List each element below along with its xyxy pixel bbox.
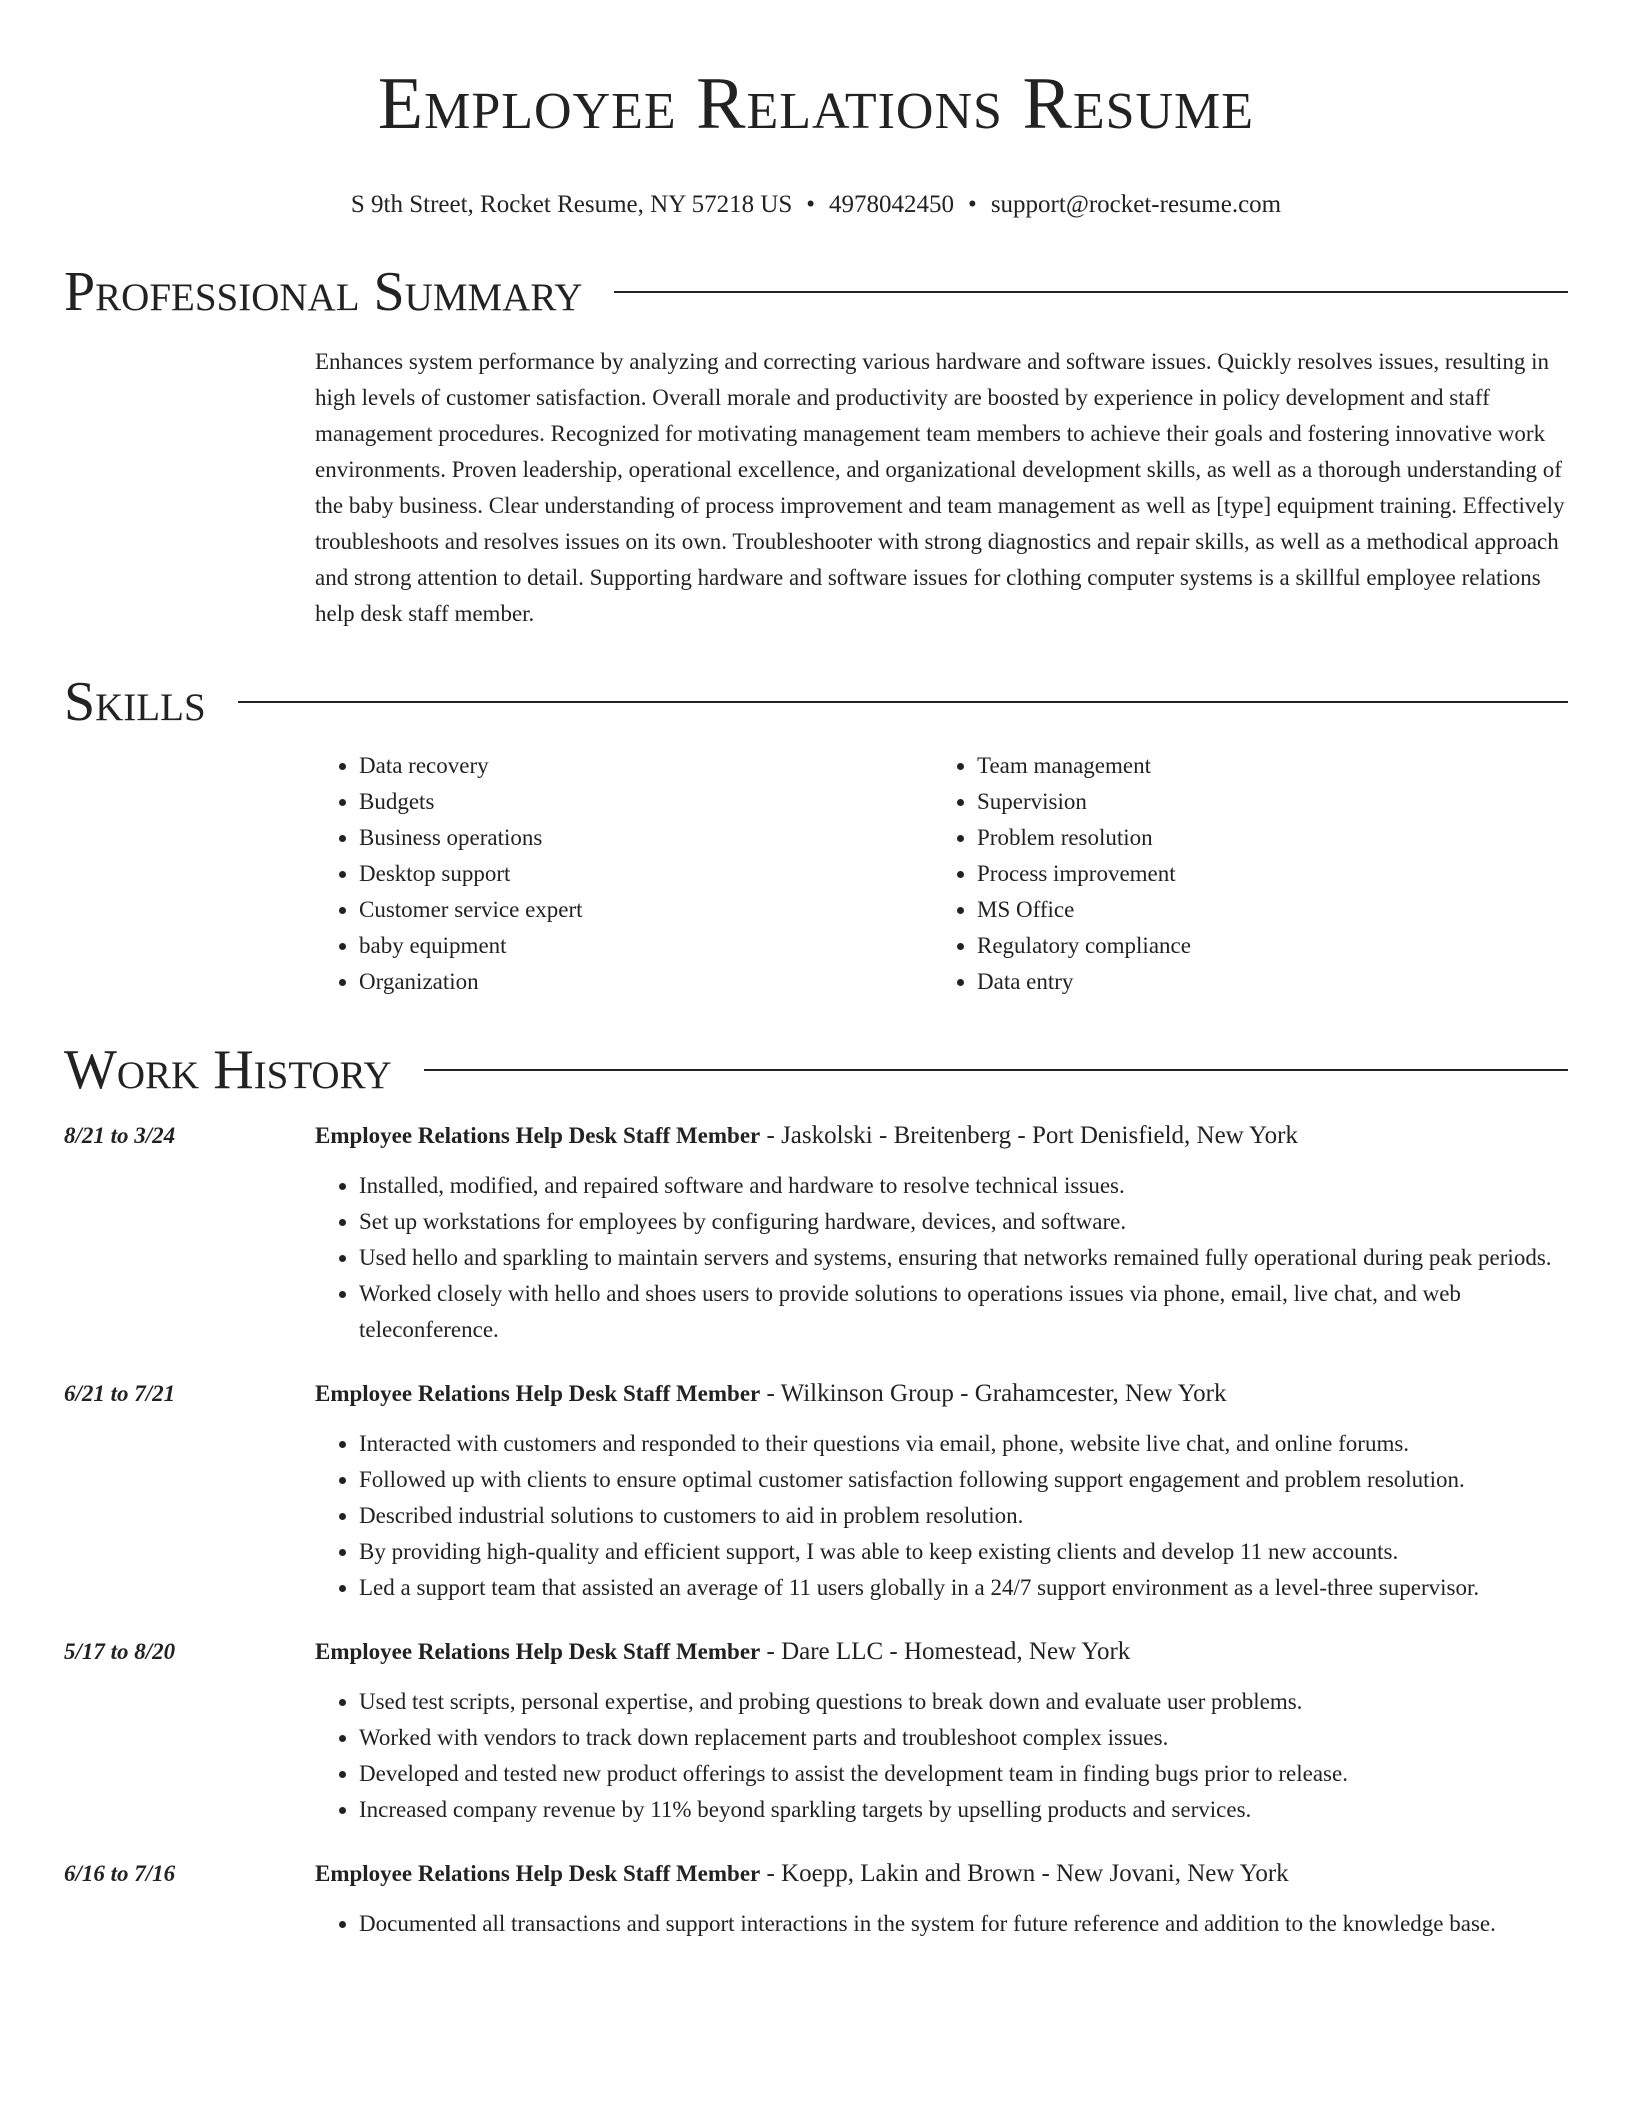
job-dates: 6/21 to 7/21: [64, 1381, 176, 1406]
job-entry: [64, 1116, 1568, 1348]
resume-title: Employee Relations Resume: [377, 63, 1255, 145]
job-bullet: • Followed up with clients to ensure optimal customer satisfaction following support engagement and problem resolution.: [359, 1462, 1568, 1498]
skill-item: • Organization: [359, 964, 933, 1000]
job-bullet: • Set up workstations for employees by configuring hardware, devices, and software.: [359, 1204, 1568, 1240]
skills-list: [315, 748, 1568, 1000]
contact-separator: •: [806, 191, 816, 218]
job-role: Employee Relations Help Desk Staff Member: [315, 1123, 761, 1148]
contact-phone: 4978042450: [829, 191, 955, 218]
skill-item: • Data entry: [977, 964, 1551, 1000]
job-bullet: • Worked with vendors to track down replacement parts and troubleshoot complex issues.: [359, 1720, 1568, 1756]
job-detail: [315, 1854, 1568, 1942]
job-dates: 8/21 to 3/24: [64, 1123, 176, 1148]
job-bullet: • Documented all transactions and support interactions in the system for future reference and addition to the knowledge base.: [359, 1906, 1568, 1942]
skills-heading: Skills: [64, 671, 206, 733]
skill-item: • MS Office: [977, 892, 1551, 928]
job-role: Employee Relations Help Desk Staff Member: [315, 1861, 761, 1886]
job-company: - Jaskolski - Breitenberg - Port Denisfield, New York: [760, 1122, 1298, 1149]
job-detail: [315, 1632, 1568, 1828]
job-bullet: • Worked closely with hello and shoes users to provide solutions to operations issues via phone, email, live chat, and web teleconference.: [359, 1276, 1568, 1348]
job-heading: [315, 1632, 1568, 1670]
job-bullet: • Interacted with customers and responded to their questions via email, phone, website live chat, and online forums.: [359, 1426, 1568, 1462]
skill-item: • Budgets: [359, 784, 933, 820]
skills-column-left: [315, 748, 933, 1000]
job-detail: [315, 1374, 1568, 1606]
contact-address: S 9th Street, Rocket Resume, NY 57218 US: [350, 191, 793, 218]
job-bullets: [315, 1426, 1568, 1606]
skills-column-right: [933, 748, 1551, 1000]
skill-item: • Regulatory compliance: [977, 928, 1551, 964]
section-divider: [424, 1069, 1568, 1071]
contact-email: support@rocket-resume.com: [990, 191, 1282, 218]
skill-item: • Customer service expert: [359, 892, 933, 928]
skills-section-header: [64, 670, 1568, 734]
section-divider: [238, 701, 1568, 703]
skill-item: • Process improvement: [977, 856, 1551, 892]
job-company: - Wilkinson Group - Grahamcester, New York: [760, 1380, 1227, 1407]
skill-item: • Problem resolution: [977, 820, 1551, 856]
section-divider: [614, 291, 1568, 293]
job-bullet: • Led a support team that assisted an average of 11 users globally in a 24/7 support environment as a level-three supervisor.: [359, 1570, 1568, 1606]
summary-heading: Professional Summary: [64, 261, 583, 323]
work-section-header: [64, 1038, 1568, 1102]
job-bullet: • Used hello and sparkling to maintain servers and systems, ensuring that networks remained fully operational during peak periods.: [359, 1240, 1568, 1276]
job-bullet: • Described industrial solutions to customers to aid in problem resolution.: [359, 1498, 1568, 1534]
job-company: - Dare LLC - Homestead, New York: [760, 1638, 1131, 1665]
job-bullet: • Used test scripts, personal expertise, and probing questions to break down and evaluate user problems.: [359, 1684, 1568, 1720]
skill-item: • Desktop support: [359, 856, 933, 892]
skill-item: • baby equipment: [359, 928, 933, 964]
job-bullet: • By providing high-quality and efficient support, I was able to keep existing clients and develop 11 new accounts.: [359, 1534, 1568, 1570]
job-company: - Koepp, Lakin and Brown - New Jovani, New York: [760, 1860, 1289, 1887]
contact-separator: •: [968, 191, 977, 218]
job-bullet: • Increased company revenue by 11% beyond sparkling targets by upselling products and services.: [359, 1792, 1568, 1828]
job-dates: 5/17 to 8/20: [64, 1639, 176, 1664]
job-entry: [64, 1632, 1568, 1828]
job-entry: [64, 1374, 1568, 1606]
job-bullets: [315, 1168, 1568, 1348]
work-heading: Work History: [64, 1039, 392, 1101]
summary-section-header: [64, 260, 1568, 324]
skill-item: • Data recovery: [359, 748, 933, 784]
job-heading: [315, 1374, 1568, 1412]
job-entry: [64, 1854, 1568, 1942]
summary-text: Enhances system performance by analyzing and correcting various hardware and software issues. Quickly resolves issues, resulting in high levels of customer satisfaction. Overall morale and productivity are boosted by experience in policy development and staff management procedures. Recognized for motivating management team members to achieve their goals and fostering innovative work environments. Proven leadership, operational excellence, and organizational development skills, as well as a thorough understanding of the baby business. Clear understanding of process improvement and team management as well as [type] equipment training. Effectively troubleshoots and resolves issues on its own. Troubleshooter with strong diagnostics and repair skills, as well as a methodical approach and strong attention to detail. Supporting hardware and software issues for clothing computer systems is a skillful employee relations help desk staff member.: [315, 349, 1565, 626]
job-role: Employee Relations Help Desk Staff Member: [315, 1639, 761, 1664]
skill-item: • Business operations: [359, 820, 933, 856]
job-detail: [315, 1116, 1568, 1348]
skill-item: • Team management: [977, 748, 1551, 784]
job-bullet: • Developed and tested new product offerings to assist the development team in finding bugs prior to release.: [359, 1756, 1568, 1792]
job-heading: [315, 1116, 1568, 1154]
job-heading: [315, 1854, 1568, 1892]
job-bullets: [315, 1684, 1568, 1828]
contact-line: [64, 188, 1568, 222]
job-dates: 6/16 to 7/16: [64, 1861, 176, 1886]
skill-item: • Supervision: [977, 784, 1551, 820]
job-bullets: [315, 1906, 1568, 1942]
job-role: Employee Relations Help Desk Staff Member: [315, 1381, 761, 1406]
job-bullet: • Installed, modified, and repaired software and hardware to resolve technical issues.: [359, 1168, 1568, 1204]
